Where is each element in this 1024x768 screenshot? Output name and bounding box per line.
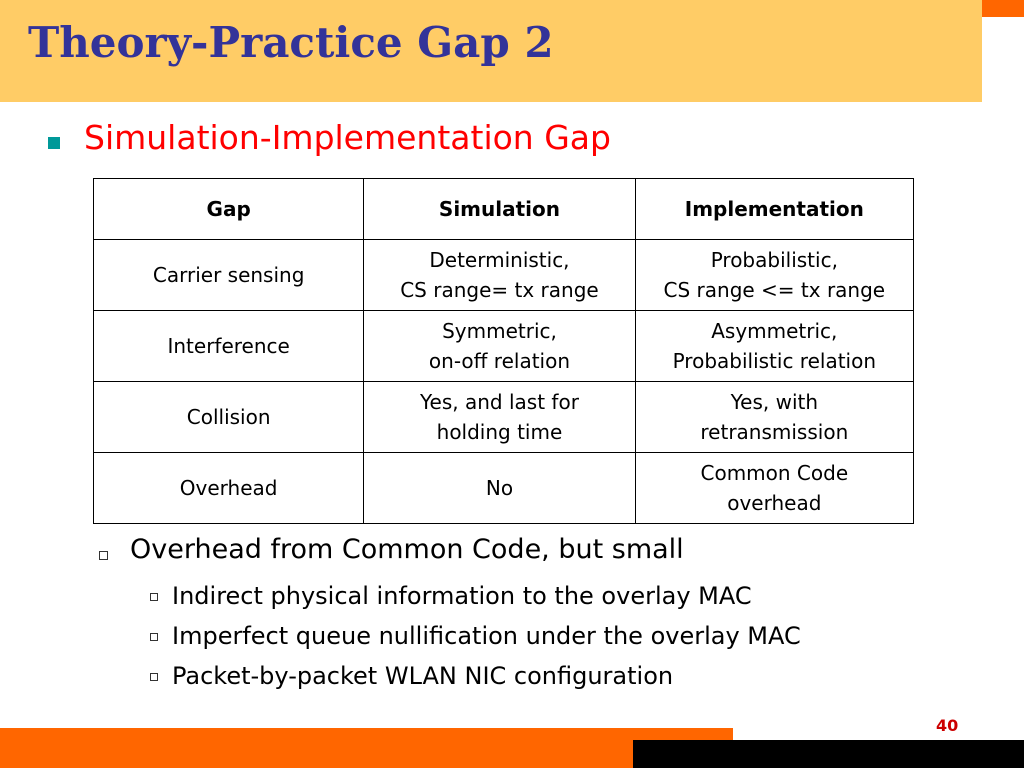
implementation-cell <box>635 240 913 311</box>
cell-text: Symmetric, <box>442 319 557 343</box>
cell-text: CS range <= tx range <box>663 278 886 302</box>
square-bullet-icon <box>48 137 60 149</box>
hollow-square-bullet-icon <box>150 673 158 681</box>
implementation-cell <box>635 382 913 453</box>
simulation-cell <box>364 240 635 311</box>
simulation-cell <box>364 453 635 524</box>
table-row <box>94 382 914 453</box>
cell-text: overhead <box>727 491 822 515</box>
cell-text: No <box>485 476 514 500</box>
gap-cell <box>94 311 364 382</box>
column-header-gap: Gap <box>94 179 364 240</box>
cell-text: Asymmetric, <box>711 319 838 343</box>
cell-text: Probabilistic, <box>710 248 838 272</box>
bullet-level3: Indirect physical information to the overlay MAC <box>172 582 752 610</box>
cell-text: Yes, and last for <box>420 390 579 414</box>
bullet-level3: Packet-by-packet WLAN NIC configuration <box>172 662 674 690</box>
gap-cell <box>94 382 364 453</box>
cell-text: Interference <box>167 334 290 358</box>
gap-comparison-table <box>93 178 914 524</box>
page-number: 40 <box>936 716 959 735</box>
hollow-square-bullet-icon <box>99 551 108 560</box>
cell-text: Common Code <box>700 461 849 485</box>
hollow-square-bullet-icon <box>150 633 158 641</box>
cell-text: Collision <box>186 405 271 429</box>
section-heading: Simulation-Implementation Gap <box>84 118 611 157</box>
cell-text: Deterministic, <box>429 248 570 272</box>
column-header-implementation: Implementation <box>635 179 913 240</box>
bottom-black-bar <box>633 740 1024 768</box>
cell-text: Carrier sensing <box>152 263 305 287</box>
title-band <box>0 0 982 102</box>
cell-text: Probabilistic relation <box>672 349 877 373</box>
cell-text: Yes, with <box>730 390 819 414</box>
implementation-cell <box>635 453 913 524</box>
table-row <box>94 240 914 311</box>
slide-title: Theory-Practice Gap 2 <box>28 18 554 67</box>
gap-cell <box>94 240 364 311</box>
table-row <box>94 453 914 524</box>
hollow-square-bullet-icon <box>150 593 158 601</box>
cell-text: Overhead <box>179 476 278 500</box>
gap-cell <box>94 453 364 524</box>
bullet-level3: Imperfect queue nullification under the overlay MAC <box>172 622 801 650</box>
simulation-cell <box>364 311 635 382</box>
cell-text: CS range= tx range <box>400 278 599 302</box>
table-row <box>94 311 914 382</box>
bottom-accent-bar <box>0 728 733 768</box>
cell-text: retransmission <box>700 420 849 444</box>
simulation-cell <box>364 382 635 453</box>
table-header-row <box>94 179 914 240</box>
cell-text: holding time <box>436 420 563 444</box>
cell-text: on-off relation <box>428 349 571 373</box>
column-header-simulation: Simulation <box>364 179 635 240</box>
bullet-level2: Overhead from Common Code, but small <box>130 534 684 565</box>
implementation-cell <box>635 311 913 382</box>
